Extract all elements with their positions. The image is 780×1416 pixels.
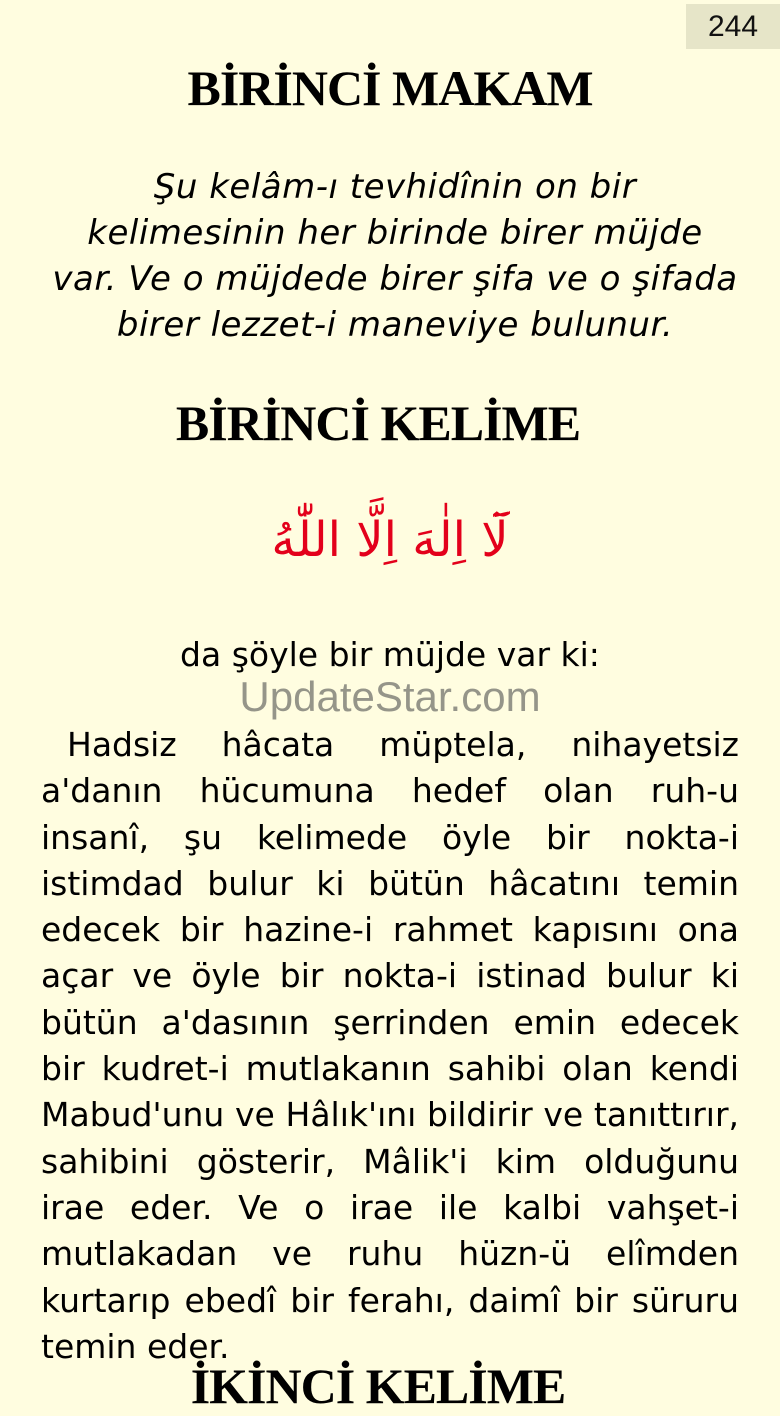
arabic-phrase: لَٓا اِلٰهَ اِلَّا اللّٰهُ <box>271 512 509 568</box>
intro-paragraph: Şu kelâm-ı tevhidînin on bir kelimesinin her birinde birer müjde var. Ve o müjdede birer şifa ve o şifada birer lezzet-i maneviye bulunur. <box>52 167 738 345</box>
section-heading-birinci-makam: BİRİNCİ MAKAM <box>187 60 593 116</box>
section-heading-ikinci-kelime: İKİNCİ KELİME <box>190 1358 566 1414</box>
watermark: UpdateStar.com <box>239 673 541 720</box>
body-paragraph: Hadsiz hâcata müptela, nihayetsiz a'danın hücumuna hedef olan ruh-u insanî, şu kelimede öyle bir nokta-i istimdad bulur ki bütün hâcatını temin edecek bir hazine-i rahmet kapısını ona açar ve öyle bir nokta-i istinad bulur ki bütün a'dasının şerrinden emin edecek bir kudret-i mutlakanın sahibi olan kendi Mabud'unu ve Hâlık'ını bildirir ve tanıttırır, sahibini gösterir, Mâlik'i kim olduğunu irae eder. Ve o irae ile kalbi vahşet-i mutlakadan ve ruhu hüzn-ü elîmden kurtarıp ebedî bir ferahı, daimî bir süruru temin eder. <box>41 725 739 1366</box>
section-heading-birinci-kelime: BİRİNCİ KELİME <box>175 395 581 451</box>
page-number: 244 <box>686 4 780 49</box>
lead-line: da şöyle bir müjde var ki: <box>180 635 600 674</box>
